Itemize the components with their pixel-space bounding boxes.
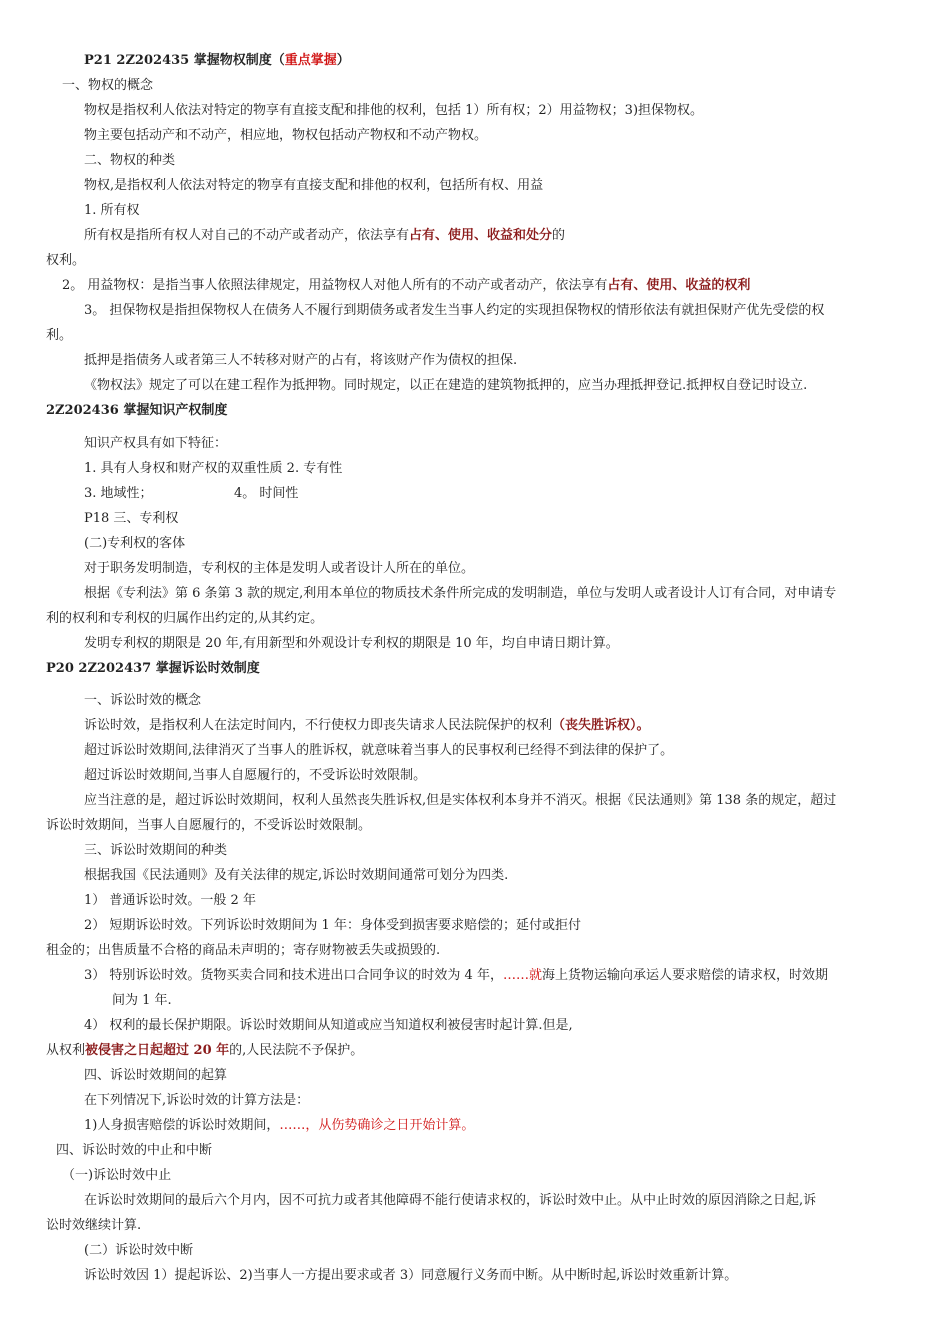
- list-item: 1. 具有人身权和财产权的双重性质 2. 专有性: [84, 461, 343, 476]
- list-item: 1） 普通诉讼时效。一般 2 年: [84, 893, 256, 908]
- paragraph: 物权,是指权利人依法对特定的物享有直接支配和排他的权利，包括所有权、用益: [84, 178, 544, 193]
- subheading: P18 三、专利权: [84, 511, 179, 526]
- paragraph: [84, 227, 565, 245]
- heading-emphasis: 重点掌握: [284, 53, 337, 68]
- paragraph-continuation: 租金的；出售质量不合格的商品未声明的；寄存财物被丢失或损毁的.: [46, 943, 441, 958]
- paragraph: 应当注意的是，超过诉讼时效期间，权利人虽然丧失胜诉权,但是实体权利本身并不消灭。根据《民法通则》第 138 条的规定，超过: [84, 793, 837, 808]
- emphasis-text: （丧失胜诉权）。: [552, 718, 650, 733]
- paragraph: 在下列情况下,诉讼时效的计算方法是：: [84, 1093, 310, 1108]
- text: 诉讼时效，是指权利人在法定时间内，不行使权力即丧失请求人民法院保护的权利: [84, 718, 553, 733]
- text: 2。 用益物权：是指当事人依照法律规定，用益物权人对他人所有的不动产或者动产，依法享有: [62, 278, 608, 293]
- paragraph: 知识产权具有如下特征：: [84, 436, 228, 451]
- subheading: 四、诉讼时效期间的起算: [84, 1068, 228, 1083]
- paragraph-continuation: 利。: [46, 328, 73, 343]
- text: 从权利: [46, 1043, 86, 1058]
- list-item: 4） 权利的最长保护期限。诉讼时效期间从知道或应当知道权利被侵害时起计算.但是,: [84, 1018, 573, 1033]
- list-item: 2） 短期诉讼时效。下列诉讼时效期间为 1 年：身体受到损害要求赔偿的；延付或拒付: [84, 918, 581, 933]
- list-item: [62, 277, 750, 295]
- heading-text-end: ）: [336, 53, 350, 68]
- paragraph: 根据《专利法》第 6 条第 3 款的规定,利用本单位的物质技术条件所完成的发明制造，单位与发明人或者设计人订有合同，对申请专: [84, 586, 837, 601]
- text: 的: [552, 228, 566, 243]
- heading-text: P21 2Z202435 掌握物权制度（: [84, 53, 285, 68]
- paragraph: 超过诉讼时效期间,当事人自愿履行的，不受诉讼时效限制。: [84, 768, 427, 783]
- paragraph: 抵押是指债务人或者第三人不转移对财产的占有，将该财产作为债权的担保.: [84, 353, 518, 368]
- subheading: 一、诉讼时效的概念: [84, 693, 202, 708]
- section-heading-limitation: P20 2Z202437 掌握诉讼时效制度: [46, 661, 260, 676]
- text: 1)人身损害赔偿的诉讼时效期间，: [84, 1118, 280, 1133]
- list-item: [84, 967, 828, 985]
- paragraph-continuation: 利的权利和专利权的归属作出约定的,从其约定。: [46, 611, 324, 626]
- paragraph: 诉讼时效因 1）提起诉讼、2)当事人一方提出要求或者 3）同意履行义务而中断。从中断时起,诉讼时效重新计算。: [84, 1268, 738, 1283]
- paragraph: [84, 1117, 474, 1135]
- paragraph: 超过诉讼时效期间,法律消灭了当事人的胜诉权，就意味着当事人的民事权利已经得不到法律的保护了。: [84, 743, 674, 758]
- subheading: 一、物权的概念: [62, 78, 154, 93]
- paragraph-continuation: [46, 1042, 363, 1060]
- paragraph: 物主要包括动产和不动产，相应地，物权包括动产物权和不动产物权。: [84, 128, 488, 143]
- paragraph-continuation: 权利。: [46, 253, 86, 268]
- emphasis-text: ……就: [502, 968, 542, 983]
- text: 所有权是指所有权人对自己的不动产或者动产，依法享有: [84, 228, 410, 243]
- subheading: 四、诉讼时效的中止和中断: [56, 1143, 213, 1158]
- list-item: 3。 担保物权是指担保物权人在债务人不履行到期债务或者发生当事人约定的实现担保物权的情形依法有就担保财产优先受偿的权: [84, 303, 825, 318]
- paragraph: [84, 717, 650, 735]
- text: 海上货物运输向承运人要求赔偿的请求权，时效期: [541, 968, 828, 983]
- paragraph: 在诉讼时效期间的最后六个月内，因不可抗力或者其他障碍不能行使请求权的，诉讼时效中止。从中止时效的原因消除之日起,诉: [84, 1193, 817, 1208]
- emphasis-text: 占有、使用、收益的权利: [607, 278, 751, 293]
- paragraph: 发明专利权的期限是 20 年,有用新型和外观设计专利权的期限是 10 年，均自申请日期计算。: [84, 636, 619, 651]
- subheading: (二)专利权的客体: [84, 536, 186, 551]
- text: 3） 特别诉讼时效。货物买卖合同和技术进出口合同争议的时效为 4 年，: [84, 968, 503, 983]
- subheading: (二）诉讼时效中断: [84, 1243, 194, 1258]
- list-item: 1. 所有权: [84, 203, 140, 218]
- paragraph: 对于职务发明制造，专利权的主体是发明人或者设计人所在的单位。: [84, 561, 475, 576]
- list-item: 3. 地域性；: [84, 486, 153, 501]
- emphasis-text: ……，从伤势确诊之日开始计算。: [279, 1118, 475, 1133]
- subheading: 二、物权的种类: [84, 153, 176, 168]
- section-heading-ip: 2Z202436 掌握知识产权制度: [46, 403, 228, 418]
- subheading: （一)诉讼时效中止: [62, 1168, 172, 1183]
- emphasis-text: 占有、使用、收益和处分: [409, 228, 553, 243]
- list-item: 4。 时间性: [234, 486, 299, 501]
- paragraph: 《物权法》规定了可以在建工程作为抵押物。同时规定，以正在建造的建筑物抵押的，应当办理抵押登记.抵押权自登记时设立.: [84, 378, 808, 393]
- subheading: 三、诉讼时效期间的种类: [84, 843, 228, 858]
- paragraph-continuation: 讼时效继续计算.: [46, 1218, 142, 1233]
- paragraph-continuation: 间为 1 年.: [112, 993, 172, 1008]
- paragraph-continuation: 诉讼时效期间，当事人自愿履行的，不受诉讼时效限制。: [46, 818, 372, 833]
- text: 的,人民法院不予保护。: [229, 1043, 364, 1058]
- emphasis-text: 被侵害之日起超过 20 年: [85, 1043, 230, 1058]
- paragraph: 根据我国《民法通则》及有关法律的规定,诉讼时效期间通常可划分为四类.: [84, 868, 509, 883]
- section-heading-property: [84, 52, 350, 70]
- paragraph: 物权是指权利人依法对特定的物享有直接支配和排他的权利，包括 1）所有权；2）用益物权；3)担保物权。: [84, 103, 704, 118]
